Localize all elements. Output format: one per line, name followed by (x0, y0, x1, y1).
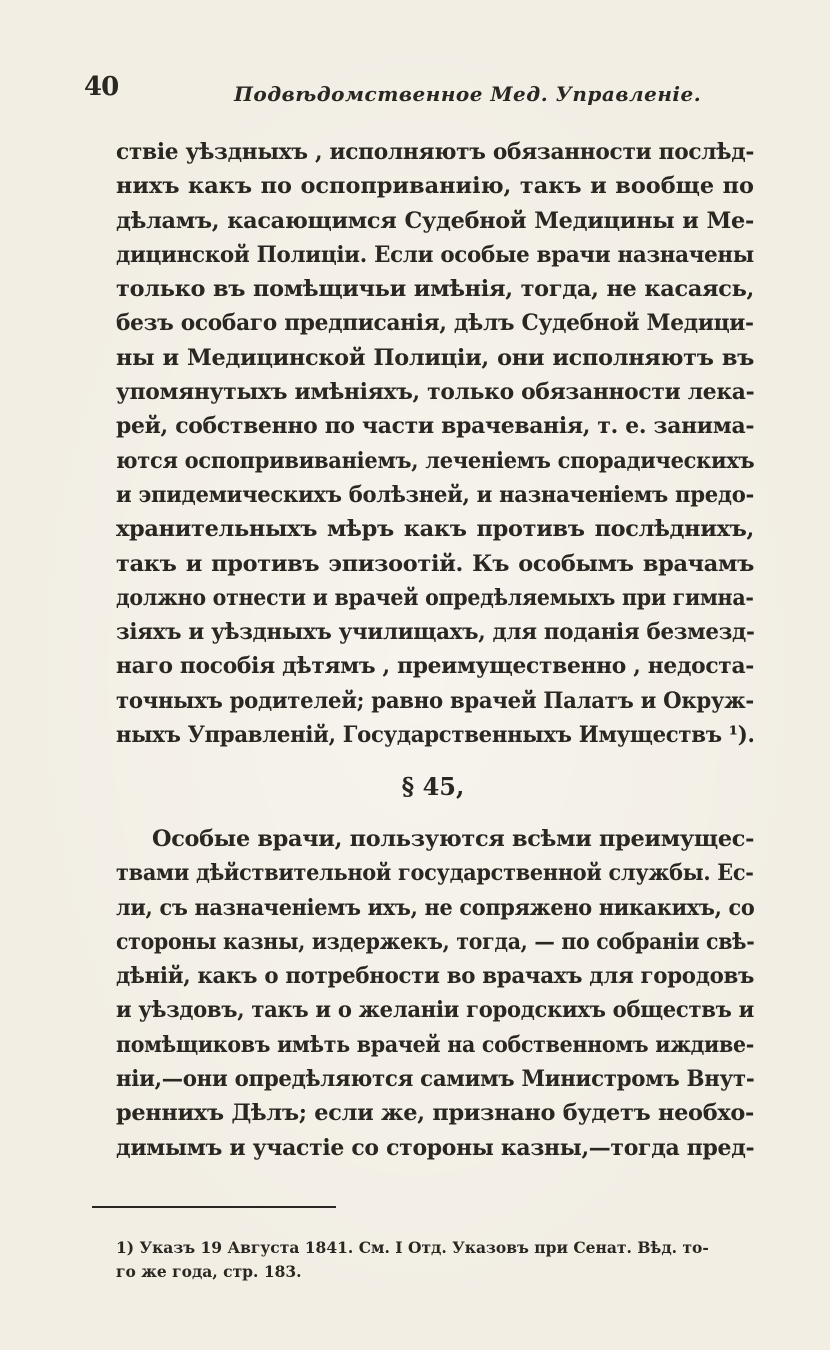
text-line: дѣній, какъ о потребности во врачахъ для городовъ (116, 963, 755, 990)
text-line: и эпидемическихъ болѣзней, и назначеніемъ предо- (116, 481, 755, 508)
paragraph-section-45 (116, 822, 754, 1165)
text-line: стороны казны, издержекъ, тогда, — по собраніи свѣ- (116, 928, 755, 955)
text-line: и уѣздовъ, такъ и о желаніи городскихъ обществъ и (116, 997, 754, 1024)
text-line: твами дѣйствительной государственной службы. Ес- (116, 860, 754, 887)
running-title: Подвѣдомственное Мед. Управленіе. (234, 82, 702, 106)
text-line: реннихъ Дѣлъ; если же, признано будетъ необхо- (116, 1100, 754, 1127)
text-line: дѣламъ, касающимся Судебной Медицины и Ме- (116, 207, 754, 234)
text-line: точныхъ родителей; равно врачей Палатъ и Окруж- (116, 687, 754, 714)
text-line: нихъ какъ по оспоприваниію, такъ и вообще по (116, 173, 754, 200)
page-number: 40 (84, 72, 119, 102)
page-header (84, 72, 744, 112)
text-line: хранительныхъ мѣръ какъ противъ послѣднихъ, (116, 516, 754, 543)
text-line: зіяхъ и уѣздныхъ училищахъ, для поданія безмезд- (116, 619, 755, 646)
text-line: ются оспопрививаніемъ, леченіемъ спорадическихъ (116, 447, 755, 474)
text-line: упомянутыхъ имѣніяхъ, только обязанности лека- (116, 379, 755, 406)
text-line: димымъ и участіе со стороны казны,—тогда пред- (116, 1134, 755, 1161)
text-line: безъ особаго предписанія, дѣлъ Судебной Медици- (116, 310, 754, 337)
text-line: должно отнести и врачей опредѣляемыхъ при гимна- (116, 584, 754, 611)
footnote-line: 1) Указъ 19 Августа 1841. См. I Отд. Указовъ при Сенат. Вѣд. то- (116, 1238, 709, 1257)
text-line: дицинской Полиціи. Если особые врачи назначены (116, 241, 754, 268)
text-line: ли, съ назначеніемъ ихъ, не сопряжено никакихъ, со (116, 894, 755, 921)
section-heading: § 45, (401, 772, 465, 801)
text-line: рей, собственно по части врачеванія, т. е. занима- (116, 413, 755, 440)
text-line: ствіе уѣздныхъ , исполняютъ обязанности послѣд- (116, 139, 755, 165)
text-line: ныхъ Управленій, Государственныхъ Имуществъ ¹). (116, 722, 755, 749)
text-line: ніи,—они опредѣляются самимъ Министромъ Внут- (116, 1066, 755, 1093)
text-line: наго пособія дѣтямъ , преимущественно , недоста- (116, 653, 755, 680)
text-line: такъ и противъ эпизоотій. Къ особымъ врачамъ (116, 550, 754, 577)
text-line: помѣщиковъ имѣть врачей на собственномъ иждиве- (116, 1031, 755, 1058)
footnote-line: го же года, стр. 183. (116, 1262, 302, 1281)
footnote-divider (92, 1206, 336, 1208)
text-line: Особые врачи, пользуются всѣми преимущес- (152, 826, 755, 852)
paragraph-continued (116, 135, 754, 752)
text-line: только въ помѣщичьи имѣнія, тогда, не касаясь, (116, 276, 754, 303)
footnote (116, 1236, 756, 1284)
text-line: ны и Медицинской Полиціи, они исполняютъ въ (116, 344, 754, 371)
